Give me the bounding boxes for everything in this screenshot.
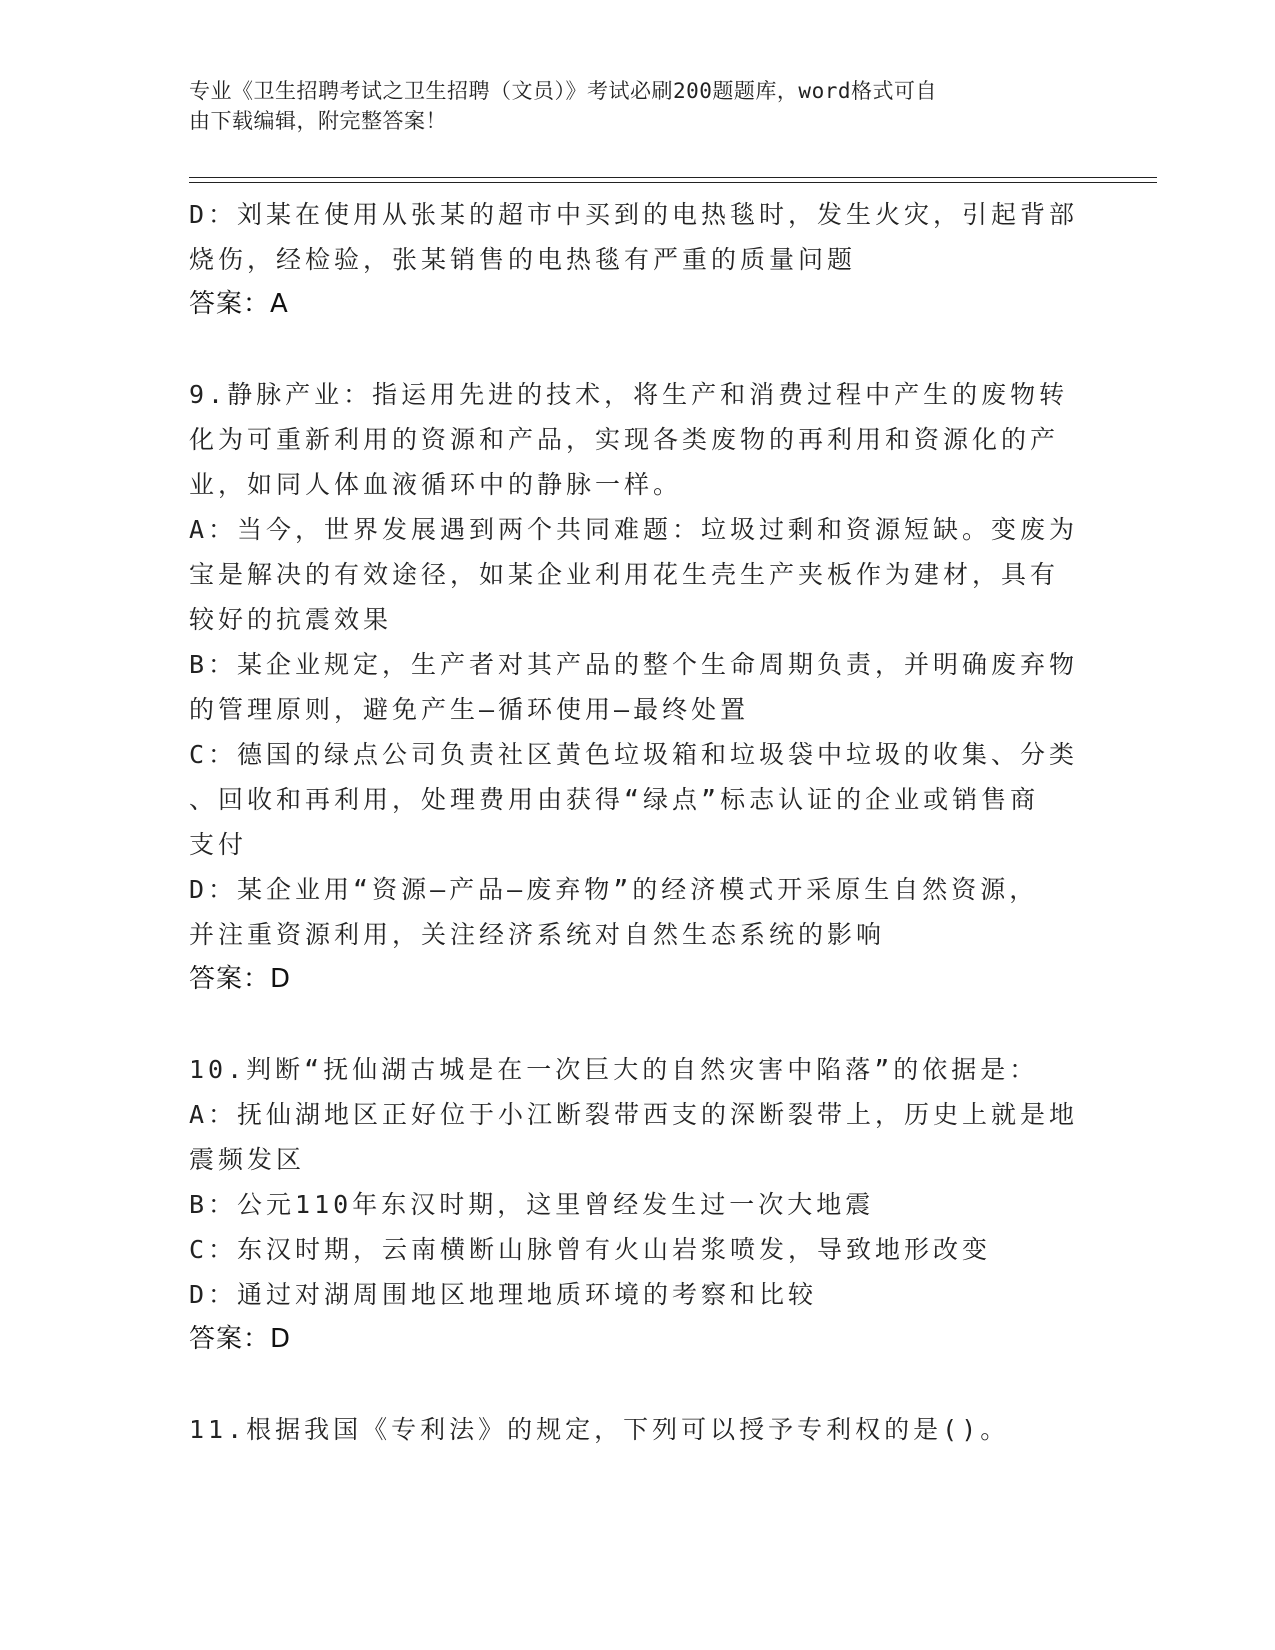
q10-option-a-line-2: 震频发区: [189, 1145, 306, 1174]
q9-stem-line-3: 业，如同人体血液循环中的静脉一样。: [189, 470, 683, 499]
q9-option-c-line-3: 支付: [189, 830, 248, 859]
document-header: [189, 76, 1069, 136]
q10-option-d-line-1: D：通过对湖周围地区地理地质环境的考察和比较: [189, 1280, 818, 1309]
q8-option-d-line-1: D：刘某在使用从张某的超市中买到的电热毯时，发生火灾，引起背部: [189, 200, 1079, 229]
q9-option-a-line-1: A：当今，世界发展遇到两个共同难题：垃圾过剩和资源短缺。变废为: [189, 515, 1079, 544]
question-11: [189, 1407, 1089, 1452]
q10-option-a-line-1: A：抚仙湖地区正好位于小江断裂带西支的深断裂带上，历史上就是地: [189, 1100, 1079, 1129]
q9-option-c-line-1: C：德国的绿点公司负责社区黄色垃圾箱和垃圾袋中垃圾的收集、分类: [189, 740, 1079, 769]
q8-option-d-line-2: 烧伤，经检验，张某销售的电热毯有严重的质量问题: [189, 245, 857, 274]
q9-option-d-line-1: D：某企业用“资源—产品—废弃物”的经济模式开采原生自然资源，: [189, 875, 1039, 904]
spacer: [189, 1362, 1089, 1407]
q9-option-b-line-1: B：某企业规定，生产者对其产品的整个生命周期负责，并明确废弃物: [189, 650, 1079, 679]
question-10: [189, 1047, 1089, 1362]
question-8: [189, 192, 1089, 327]
q9-option-c-line-2: 、回收和再利用，处理费用由获得“绿点”标志认证的企业或销售商: [189, 785, 1040, 814]
q9-option-d-line-2: 并注重资源利用，关注经济系统对自然生态系统的影响: [189, 920, 886, 949]
question-9: [189, 372, 1089, 1002]
header-divider-top: [189, 177, 1157, 178]
q10-answer: 答案：D: [189, 1324, 292, 1354]
q9-stem-line-1: 9.静脉产业：指运用先进的技术，将生产和消费过程中产生的废物转: [189, 380, 1069, 409]
q9-answer: 答案：D: [189, 964, 292, 994]
spacer: [189, 327, 1089, 372]
q9-stem-line-2: 化为可重新利用的资源和产品，实现各类废物的再利用和资源化的产: [189, 425, 1060, 454]
header-title-line-1: 专业《卫生招聘考试之卫生招聘（文员）》考试必刷200题题库，word格式可自: [189, 79, 937, 103]
q8-answer: 答案：A: [189, 289, 289, 319]
header-title-line-2: 由下载编辑，附完整答案！: [189, 109, 447, 133]
q10-option-c-line-1: C：东汉时期，云南横断山脉曾有火山岩浆喷发，导致地形改变: [189, 1235, 992, 1264]
q9-option-a-line-2: 宝是解决的有效途径，如某企业利用花生壳生产夹板作为建材，具有: [189, 560, 1060, 589]
spacer: [189, 1002, 1089, 1047]
q11-stem-line-1: 11.根据我国《专利法》的规定，下列可以授予专利权的是()。: [189, 1415, 1010, 1444]
header-divider-bottom: [189, 182, 1157, 183]
question-list: [189, 192, 1089, 1452]
q10-option-b-line-1: B：公元110年东汉时期，这里曾经发生过一次大地震: [189, 1190, 875, 1219]
q9-option-a-line-3: 较好的抗震效果: [189, 605, 393, 634]
q9-option-b-line-2: 的管理原则，避免产生—循环使用—最终处置: [189, 695, 750, 724]
q10-stem-line-1: 10.判断“抚仙湖古城是在一次巨大的自然灾害中陷落”的依据是：: [189, 1055, 1039, 1084]
